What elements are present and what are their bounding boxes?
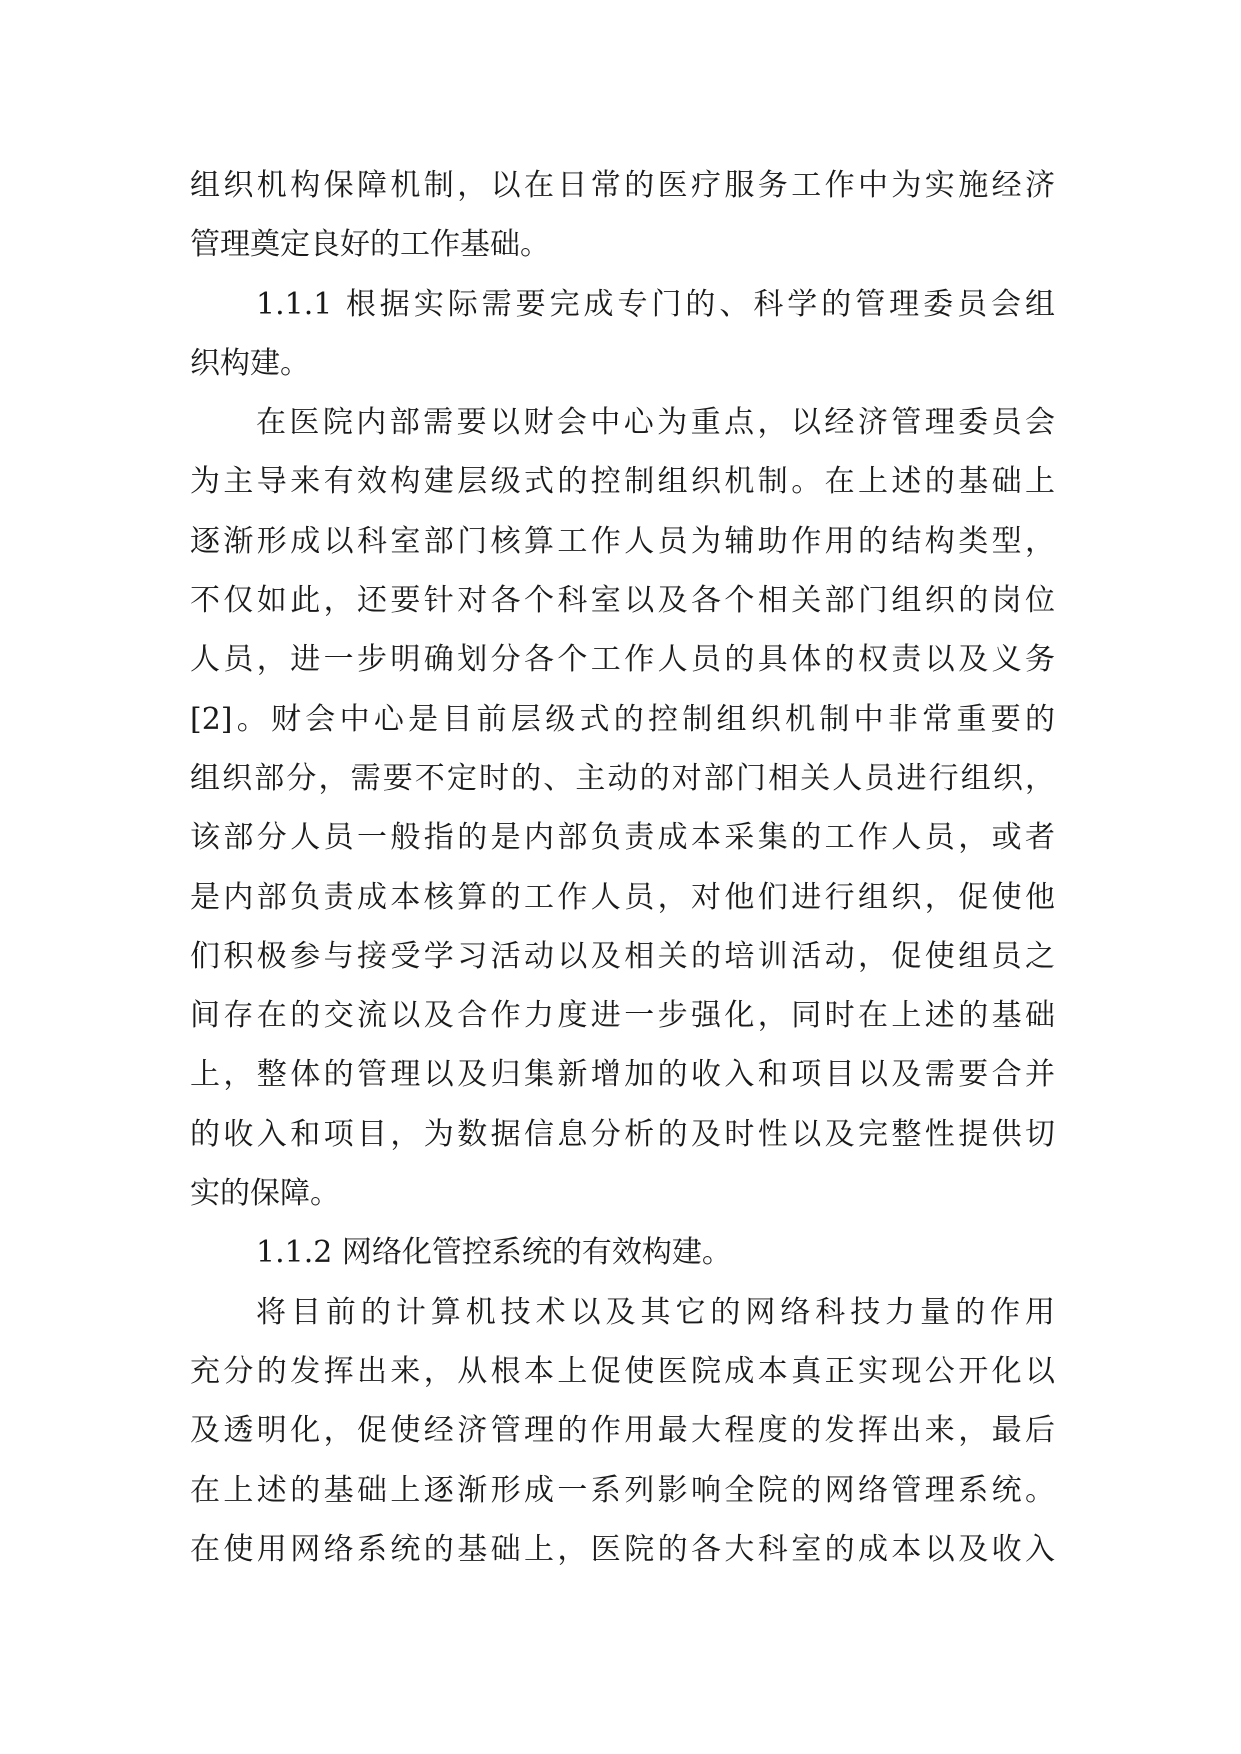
- text-line: 间存在的交流以及合作力度进一步强化，同时在上述的基础: [190, 998, 1055, 1034]
- text-line: 的收入和项目，为数据信息分析的及时性以及完整性提供切: [190, 1116, 1055, 1152]
- text-line: 逐渐形成以科室部门核算工作人员为辅助作用的结构类型，: [190, 523, 1055, 559]
- text-line: 该部分人员一般指的是内部负责成本采集的工作人员，或者: [190, 820, 1055, 856]
- text-line: 织构建。: [190, 345, 310, 381]
- text-line: 在医院内部需要以财会中心为重点，以经济管理委员会: [256, 405, 1055, 441]
- text-line: 为主导来有效构建层级式的控制组织机制。在上述的基础上: [190, 464, 1055, 500]
- text-line: 是内部负责成本核算的工作人员，对他们进行组织，促使他: [190, 879, 1055, 915]
- text-line: 充分的发挥出来，从根本上促使医院成本真正实现公开化以: [190, 1353, 1055, 1389]
- text-line: [2]。财会中心是目前层级式的控制组织机制中非常重要的: [190, 701, 1055, 737]
- text-line: 及透明化，促使经济管理的作用最大程度的发挥出来，最后: [190, 1413, 1055, 1449]
- text-line: 1.1.1 根据实际需要完成专门的、科学的管理委员会组: [256, 286, 1055, 322]
- text-line: 们积极参与接受学习活动以及相关的培训活动，促使组员之: [190, 938, 1055, 974]
- text-line: 组织部分，需要不定时的、主动的对部门相关人员进行组织，: [190, 760, 1055, 796]
- document-body: [190, 156, 1055, 1579]
- text-line: 组织机构保障机制，以在日常的医疗服务工作中为实施经济: [190, 168, 1055, 203]
- text-line: 人员，进一步明确划分各个工作人员的具体的权责以及义务: [190, 642, 1055, 678]
- text-line: 上，整体的管理以及归集新增加的收入和项目以及需要合并: [190, 1057, 1055, 1093]
- text-line: 管理奠定良好的工作基础。: [190, 227, 550, 263]
- text-line: 实的保障。: [190, 1176, 340, 1212]
- text-line: 不仅如此，还要针对各个科室以及各个相关部门组织的岗位: [190, 583, 1055, 619]
- text-line: 将目前的计算机技术以及其它的网络科技力量的作用: [256, 1294, 1055, 1330]
- text-line: 在使用网络系统的基础上，医院的各大科室的成本以及收入: [190, 1531, 1055, 1567]
- text-line: 1.1.2 网络化管控系统的有效构建。: [256, 1235, 732, 1271]
- text-line: 在上述的基础上逐渐形成一系列影响全院的网络管理系统。: [190, 1472, 1055, 1508]
